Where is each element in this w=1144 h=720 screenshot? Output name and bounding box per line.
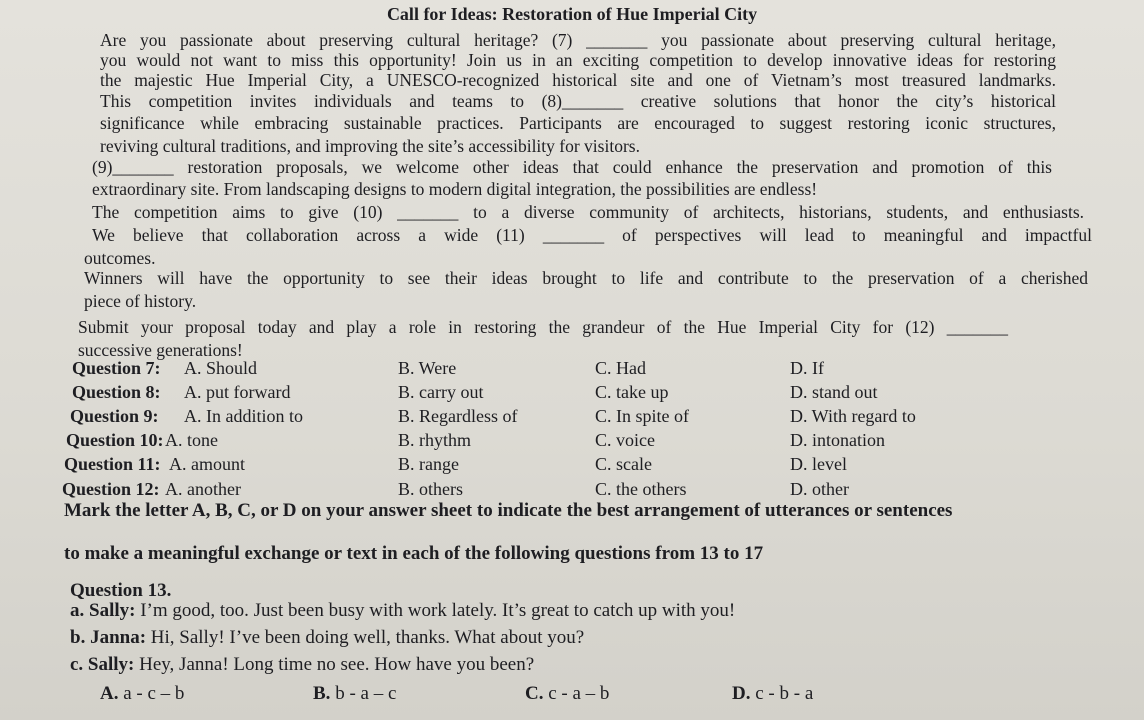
question-label: Question 10: — [66, 430, 164, 450]
option-text: c - b - a — [755, 683, 814, 704]
passage-title: Call for Ideas: Restoration of Hue Imperial City — [386, 4, 758, 24]
passage-line: significance while embracing sustainable practices. Participants are encouraged to suggest restoring iconic structures, — [100, 113, 1056, 133]
question-label: Question 11: — [64, 454, 161, 474]
question-label: Question 12: — [62, 479, 160, 499]
passage-line: Winners will have the opportunity to see their ideas brought to life and contribute to the preservation of a cherished — [84, 268, 1088, 288]
passage-line: piece of history. — [84, 291, 197, 311]
option-b[interactable]: B. Were — [398, 358, 457, 378]
passage-line: you would not want to miss this opportunity! Join us in an exciting competition to develop innovative ideas for restoring — [100, 50, 1056, 70]
option-b[interactable]: B. carry out — [398, 382, 484, 402]
option-b[interactable]: B. others — [398, 479, 463, 499]
question-row — [0, 406, 1144, 430]
instruction-line-1: Mark the letter A, B, C, or D on your answer sheet to indicate the best arrangement of utterances or sentences — [64, 500, 953, 521]
dialogue-speaker: a. Sally: — [70, 600, 136, 621]
option-d[interactable]: D. With regard to — [790, 406, 916, 426]
option-c[interactable]: C. voice — [595, 430, 655, 450]
option-letter: A. — [100, 683, 119, 704]
passage-line: the majestic Hue Imperial City, a UNESCO-recognized historical site and one of Vietnam’s most treasured landmarks. — [100, 70, 1056, 90]
option-d[interactable]: D. If — [790, 358, 824, 378]
passage-line: Submit your proposal today and play a role in restoring the grandeur of the Hue Imperial City for (12) _______ — [78, 317, 1008, 337]
option-13-d[interactable] — [732, 683, 813, 705]
question-row — [0, 358, 1144, 382]
passage-line: This competition invites individuals and teams to (8)_______ creative solutions that honor the city’s historical — [100, 91, 1056, 111]
passage-line: (9)_______ restoration proposals, we welcome other ideas that could enhance the preservation and promotion of this — [92, 157, 1052, 177]
option-a[interactable]: A. put forward — [184, 382, 291, 402]
option-c[interactable]: C. scale — [595, 454, 652, 474]
question-label: Question 8: — [72, 382, 161, 402]
option-d[interactable]: D. level — [790, 454, 847, 474]
option-b[interactable]: B. Regardless of — [398, 406, 518, 426]
option-a[interactable]: A. tone — [165, 430, 218, 450]
option-a[interactable]: A. Should — [184, 358, 258, 378]
option-c[interactable]: C. the others — [595, 479, 687, 499]
dialogue-line-a — [70, 600, 735, 622]
option-letter: B. — [313, 683, 331, 704]
option-a[interactable]: A. amount — [169, 454, 245, 474]
option-d[interactable]: D. stand out — [790, 382, 878, 402]
dialogue-line-c — [70, 654, 534, 676]
option-13-c[interactable] — [525, 683, 609, 705]
option-d[interactable]: D. intonation — [790, 430, 885, 450]
passage-line: extraordinary site. From landscaping designs to modern digital integration, the possibilities are endless! — [92, 179, 818, 199]
question-13-label: Question 13. — [70, 580, 172, 601]
option-d[interactable]: D. other — [790, 479, 849, 499]
question-row — [0, 454, 1144, 478]
passage-line: We believe that collaboration across a wide (11) _______ of perspectives will lead to meaningful and impactful — [92, 225, 1092, 245]
dialogue-line-b — [70, 627, 584, 649]
option-b[interactable]: B. range — [398, 454, 459, 474]
option-a[interactable]: A. In addition to — [184, 406, 303, 426]
option-letter: D. — [732, 683, 751, 704]
option-c[interactable]: C. Had — [595, 358, 646, 378]
option-text: a - c – b — [123, 683, 185, 704]
option-13-a[interactable] — [100, 683, 184, 705]
dialogue-text: Hi, Sally! I’ve been doing well, thanks. What about you? — [146, 627, 585, 648]
dialogue-text: I’m good, too. Just been busy with work lately. It’s great to catch up with you! — [135, 600, 736, 621]
option-c[interactable]: C. take up — [595, 382, 669, 402]
passage-line: successive generations! — [78, 340, 243, 360]
option-text: c - a – b — [548, 683, 610, 704]
dialogue-speaker: c. Sally: — [70, 654, 135, 675]
dialogue-speaker: b. Janna: — [70, 627, 147, 648]
passage-line: reviving cultural traditions, and improving the site’s accessibility for visitors. — [100, 136, 640, 156]
option-letter: C. — [525, 683, 544, 704]
instruction-line-2: to make a meaningful exchange or text in each of the following questions from 13 to 17 — [64, 543, 764, 564]
passage-line: Are you passionate about preserving cultural heritage? (7) _______ you passionate about preserving cultural heritage, — [100, 30, 1056, 50]
option-text: b - a – c — [335, 683, 397, 704]
option-a[interactable]: A. another — [165, 479, 241, 499]
question-label: Question 7: — [72, 358, 161, 378]
passage-line: The competition aims to give (10) _______ to a diverse community of architects, historians, students, and enthusiasts. — [92, 202, 1084, 222]
question-row — [0, 430, 1144, 454]
question-label: Question 9: — [70, 406, 159, 426]
passage-line: outcomes. — [84, 248, 156, 268]
dialogue-text: Hey, Janna! Long time no see. How have you been? — [134, 654, 535, 675]
option-13-b[interactable] — [313, 683, 396, 705]
option-b[interactable]: B. rhythm — [398, 430, 472, 450]
question-row — [0, 382, 1144, 406]
option-c[interactable]: C. In spite of — [595, 406, 689, 426]
